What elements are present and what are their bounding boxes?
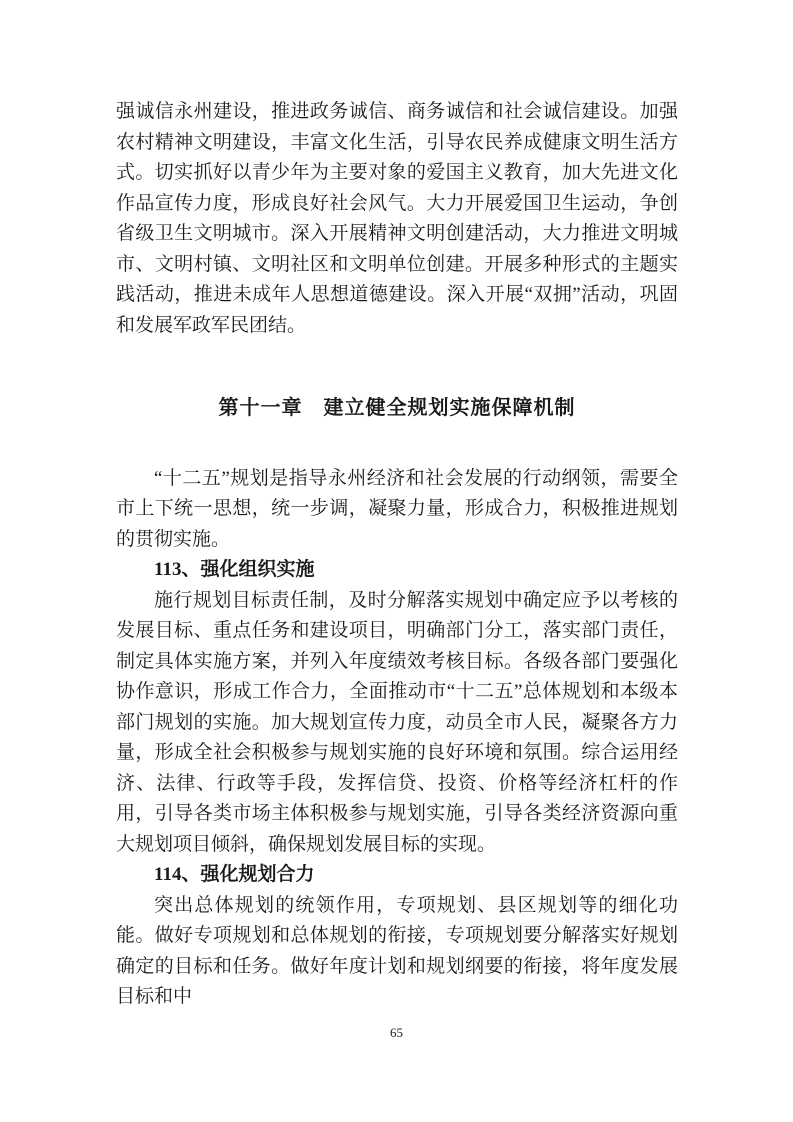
chapter-heading: 第十一章 建立健全规划实施保障机制	[218, 397, 576, 419]
paragraph-continuation: 强诚信永州建设，推进政务诚信、商务诚信和社会诚信建设。加强农村精神文明建设，丰富文化生活，引导农民养成健康文明生活方式。切实抓好以青少年为主要对象的爱国主义教育，加大先进文化作品宣传力度，形成良好社会风气。大力开展爱国卫生运动，争创省级卫生文明城市。深入开展精神文明创建活动，大力推进文明城市、文明村镇、文明社区和文明单位创建。开展多种形式的主题实践活动，推进未成年人思想道德建设。深入开展“双拥”活动，巩固和发展军政军民团结。	[116, 101, 678, 336]
paragraph-114: 突出总体规划的统领作用，专项规划、县区规划等的细化功能。做好专项规划和总体规划的衔接，专项规划要分解落实好规划确定的目标和任务。做好年度计划和规划纲要的衔接，将年度发展目标和中	[116, 894, 678, 1007]
section-113-number: 113、	[154, 559, 201, 580]
section-113-heading	[116, 555, 678, 586]
section-113-title: 强化组织实施	[200, 559, 315, 580]
section-114-number: 114、	[154, 864, 201, 885]
document-body	[116, 97, 678, 1013]
paragraph-113: 施行规划目标责任制，及时分解落实规划中确定应予以考核的发展目标、重点任务和建设项目，明确部门分工，落实部门责任，制定具体实施方案，并列入年度绩效考核目标。各级各部门要强化协作意识，形成工作合力，全面推动市“十二五”总体规划和本级本部门规划的实施。加大规划宣传力度，动员全市人民，凝聚各方力量，形成全社会积极参与规划实施的良好环境和氛围。综合运用经济、法律、行政等手段，发挥信贷、投资、价格等经济杠杆的作用，引导各类市场主体积极参与规划实施，引导各类经济资源向重大规划项目倾斜，确保规划发展目标的实现。	[116, 589, 678, 855]
section-114-title: 强化规划合力	[200, 864, 315, 885]
section-114-heading	[116, 860, 678, 891]
paragraph-intro: “十二五”规划是指导永州经济和社会发展的行动纲领，需要全市上下统一思想，统一步调，凝聚力量，形成合力，积极推进规划的贯彻实施。	[116, 467, 678, 550]
page-number: 65	[390, 1025, 403, 1040]
